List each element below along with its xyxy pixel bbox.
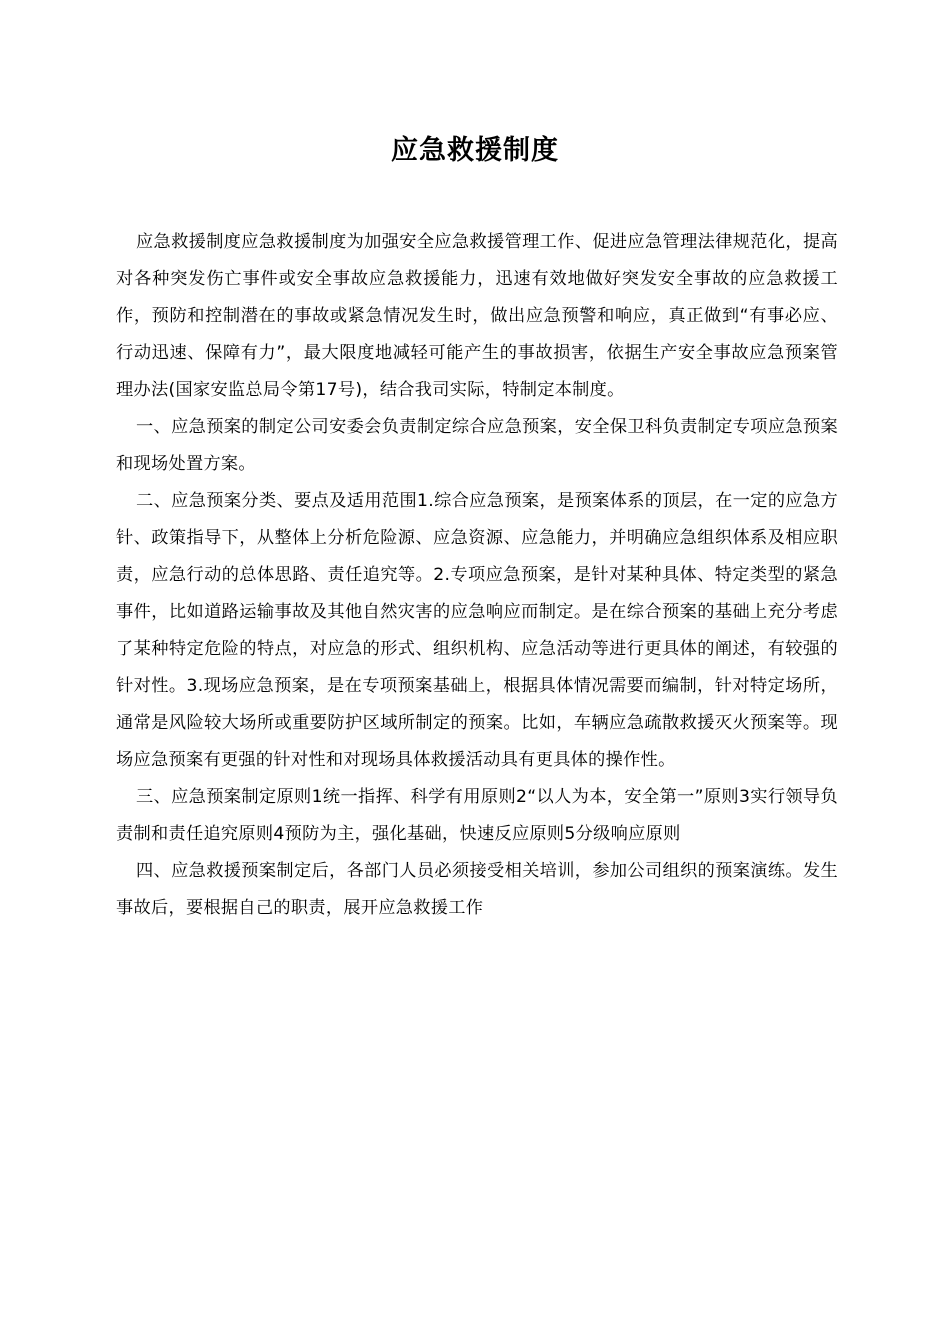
- paragraph-section-3: 三、应急预案制定原则1统一指挥、科学有用原则2“以人为本，安全第一”原则3实行领导负责制和责任追究原则4预防为主，强化基础，快速反应原则5分级响应原则: [116, 787, 838, 844]
- paragraph-intro: 应急救援制度应急救援制度为加强安全应急救援管理工作、促进应急管理法律规范化，提高对各种突发伤亡事件或安全事故应急救援能力，迅速有效地做好突发安全事故的应急救援工作，预防和控制潜在的事故或紧急情况发生时，做出应急预警和响应，真正做到“有事必应、行动迅速、保障有力”，最大限度地减轻可能产生的事故损害，依据生产安全事故应急预案管理办法(国家安监总局令第17号)，结合我司实际，特制定本制度。: [116, 232, 838, 400]
- document-title: 应急救援制度: [391, 135, 559, 166]
- document-body: [116, 224, 838, 927]
- paragraph-section-1: 一、应急预案的制定公司安委会负责制定综合应急预案，安全保卫科负责制定专项应急预案和现场处置方案。: [116, 417, 838, 474]
- paragraph-section-4: 四、应急救援预案制定后，各部门人员必须接受相关培训，参加公司组织的预案演练。发生事故后，要根据自己的职责，展开应急救援工作: [116, 861, 838, 918]
- paragraph-section-2: 二、应急预案分类、要点及适用范围1.综合应急预案，是预案体系的顶层，在一定的应急方针、政策指导下，从整体上分析危险源、应急资源、应急能力，并明确应急组织体系及相应职责，应急行动的总体思路、责任追究等。2.专项应急预案，是针对某种具体、特定类型的紧急事件，比如道路运输事故及其他自然灾害的应急响应而制定。是在综合预案的基础上充分考虑了某种特定危险的特点，对应急的形式、组织机构、应急活动等进行更具体的阐述，有较强的针对性。3.现场应急预案，是在专项预案基础上，根据具体情况需要而编制，针对特定场所，通常是风险较大场所或重要防护区域所制定的预案。比如，车辆应急疏散救援灭火预案等。现场应急预案有更强的针对性和对现场具体救援活动具有更具体的操作性。: [116, 491, 838, 770]
